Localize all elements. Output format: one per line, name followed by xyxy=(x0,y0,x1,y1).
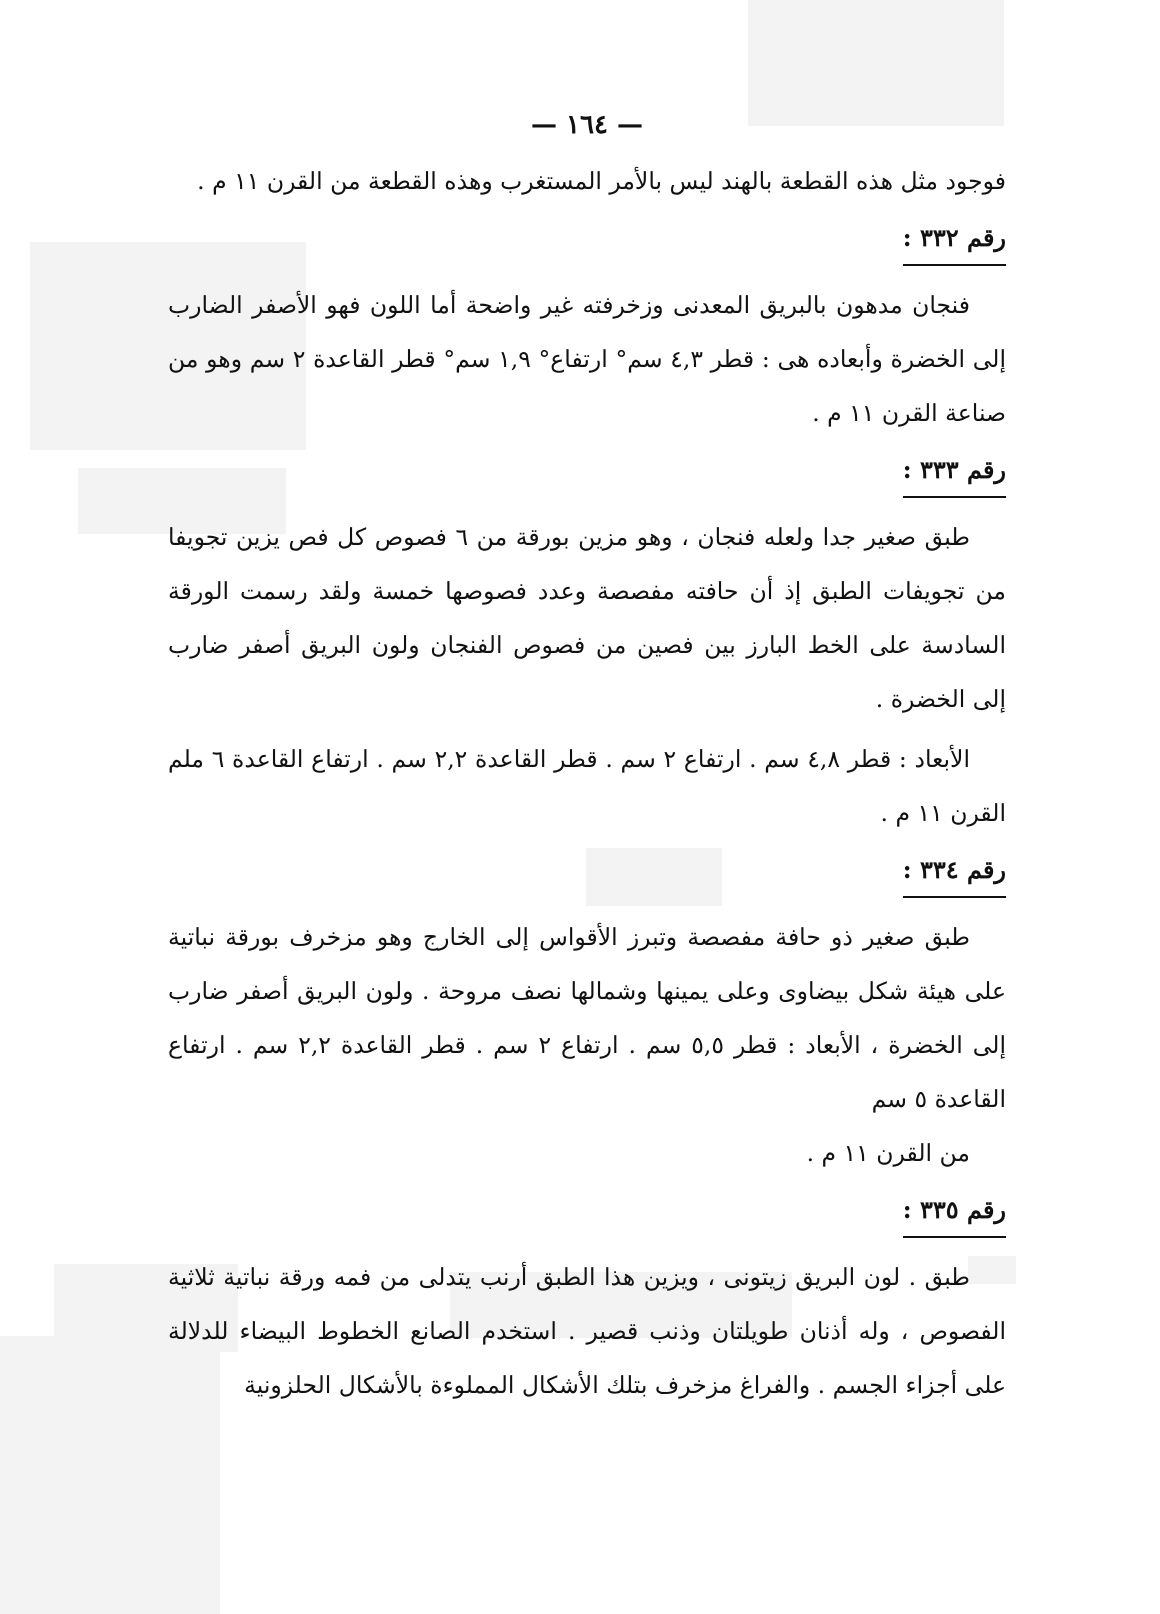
entry-334 xyxy=(168,840,1006,910)
entry-paragraph: طبق صغير ذو حافة مفصصة وتبرز الأقواس إلى الخارج وهو مزخرف بورقة نباتية على هيئة شكل بيضاوى وعلى يمينها وشمالها نصف مروحة . ولون البريق أصفر ضارب إلى الخضرة ، الأبعاد : قطر ٥,٥ سم . ارتفاع ٢ سم . قطر القاعدة ٢,٢ سم . ارتفاع القاعدة ٥ سم xyxy=(168,923,1006,1113)
century-line: من القرن ١١ م . xyxy=(806,1139,970,1167)
entry-paragraph: طبق . لون البريق زيتونى ، ويزين هذا الطبق أرنب يتدلى من فمه ورقة نباتية ثلاثية الفصوص ، وله أذنان طويلتان وذنب قصير . استخدم الصانع الخطوط البيضاء للدلالة على أجزاء الجسم . والفراغ مزخرف بتلك الأشكال المملوءة بالأشكال الحلزونية xyxy=(168,1263,1006,1399)
entry-332 xyxy=(168,208,1006,278)
page-number: — ١٦٤ — xyxy=(530,110,644,140)
intro-paragraph: فوجود مثل هذه القطعة بالهند ليس بالأمر المستغرب وهذه القطعة من القرن ١١ م . xyxy=(197,167,1006,195)
entry-paragraph: فنجان مدهون بالبريق المعدنى وزخرفته غير واضحة أما اللون فهو الأصفر الضارب إلى الخضرة وأبعاده هى : قطر ٤,٣ سم° ارتفاع° ١,٩ سم° قطر القاعدة ٢ سم وهو من صناعة القرن ١١ م . xyxy=(168,291,1006,427)
document-page xyxy=(168,110,1006,1412)
entry-heading: رقم ٣٣٥ : xyxy=(903,1190,1006,1238)
entry-paragraph: طبق صغير جدا ولعله فنجان ، وهو مزين بورقة من ٦ فصوص كل فص يزين تجويفا من تجويفات الطبق إذ أن حافته مفصصة وعدد فصوصها خمسة ولقد رسمت الورقة السادسة على الخط البارز بين فصين من فصوص الفنجان ولون البريق أصفر ضارب إلى الخضرة . xyxy=(168,523,1006,713)
entry-333 xyxy=(168,440,1006,510)
scan-artifact xyxy=(748,0,1004,126)
entry-335 xyxy=(168,1180,1006,1250)
entry-heading: رقم ٣٣٢ : xyxy=(903,218,1006,266)
entry-heading: رقم ٣٣٣ : xyxy=(903,450,1006,498)
dimensions-paragraph: الأبعاد : قطر ٤,٨ سم . ارتفاع ٢ سم . قطر القاعدة ٢,٢ سم . ارتفاع القاعدة ٦ ملم القرن ١١ م . xyxy=(168,745,1006,827)
entry-heading: رقم ٣٣٤ : xyxy=(903,850,1006,898)
